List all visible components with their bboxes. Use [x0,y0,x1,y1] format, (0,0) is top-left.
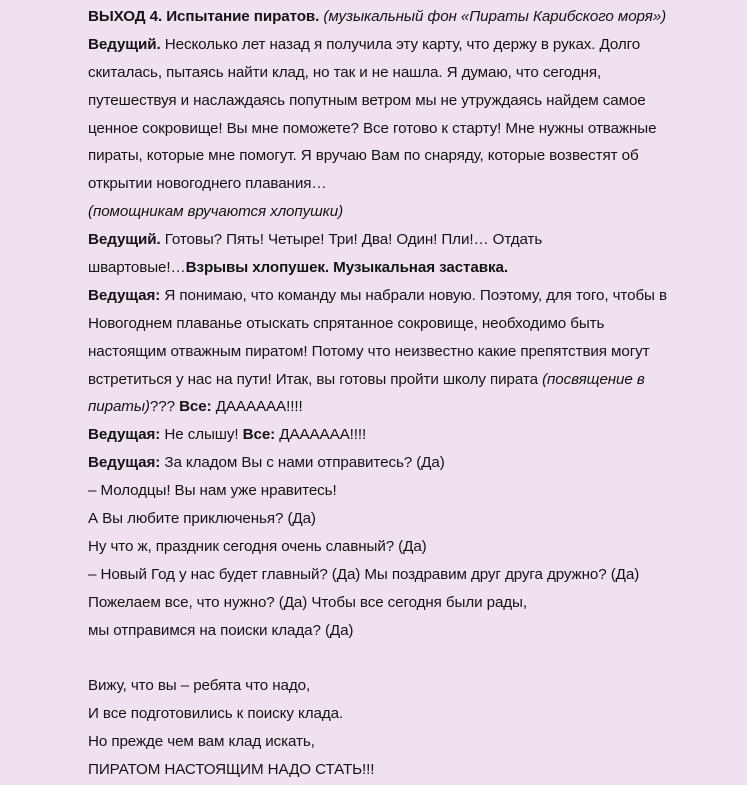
dialogue-line: – Новый Год у нас будет главный? (Да) Мы поздравим друг друга дружно? (Да) [88,565,640,583]
section-heading [88,3,743,31]
verse-line: И все подготовились к поиску клада. [88,705,344,723]
dialogue-line: А Вы любите приключенья? (Да) [88,510,316,528]
paragraph-hostess-not-hear [88,421,743,449]
text-line: пираты, которые мне помогут. Я вручаю Вам по снаряду, которые возвестят об [88,147,639,165]
stage-direction: Взрывы хлопушек. Музыкальная заставка. [185,259,508,277]
verse-line: Вижу, что вы – ребята что надо, [88,677,311,695]
line-text: швартовые!… [88,259,186,277]
speaker-label: Ведущий. [88,231,161,249]
dialogue-line: – Молодцы! Вы нам уже нравитесь! [88,482,337,500]
text-line: ценное сокровище! Вы мне поможете? Все готово к старту! Мне нужны отважные [88,119,657,137]
line-text: Не слышу! [164,426,239,444]
stage-direction: (посвящение в [542,370,645,388]
dialogue-block [88,477,743,644]
line-text: Несколько лет назад я получила эту карту, что держу в руках. Долго [164,35,641,53]
line-text: встретиться у нас на пути! Итак, вы готовы пройти школу пирата [88,370,543,388]
paragraph-hostess-question [88,449,743,477]
reply-text: ДАААААА!!!! [279,426,367,444]
text-line: настоящим отважным пиратом! Потому что неизвестно какие препятствия могут [88,342,650,360]
verse-line: Но прежде чем вам клад искать, [88,733,315,751]
stage-direction: пираты) [88,398,150,416]
line-text: Я понимаю, что команду мы набрали новую. Поэтому, для того, чтобы в [164,286,667,304]
verse-block [88,672,743,784]
dialogue-line: мы отправимся на поиски клада? (Да) [88,621,354,639]
text-line: скиталась, пытаясь найти клад, но так и не нашла. Я думаю, что сегодня, [88,63,602,81]
text-line [88,31,743,59]
reply-text: ДАААААА!!!! [215,398,303,416]
speaker-label: Ведущая: [88,286,161,304]
dialogue-line: Ну что ж, праздник сегодня очень славный? (Да) [88,537,427,555]
paragraph-host-countdown [88,226,743,282]
section-title: ВЫХОД 4. Испытание пиратов. [88,8,320,25]
line-text: Готовы? Пять! Четыре! Три! Два! Один! Пли!… Отдать [164,231,543,249]
text-line: Новогоднем плаванье отыскать спрятанное сокровище, необходимо быть [88,314,605,332]
text-line: открытии новогоднего плавания… [88,175,327,193]
paragraph-host-intro [88,31,743,198]
paragraph-hostess-school [88,282,743,421]
line-text: ??? [149,398,175,416]
speaker-label: Ведущая: [88,454,161,472]
line-text: За кладом Вы с нами отправитесь? (Да) [164,454,445,472]
music-note: (музыкальный фон «Пираты Карибского моря») [323,8,667,25]
dialogue-line: Пожелаем все, что нужно? (Да) Чтобы все сегодня были рады, [88,593,527,611]
text-line [88,393,743,421]
verse-line: ПИРАТОМ НАСТОЯЩИМ НАДО СТАТЬ!!! [88,761,375,779]
text-line [88,254,743,282]
speaker-label: Ведущий. [88,35,161,53]
script-page [88,3,743,784]
speaker-label: Все: [242,426,276,444]
blank-line [88,644,743,672]
speaker-label: Ведущая: [88,426,161,444]
text-line: путешествуя и наслаждаясь попутным ветром мы не утруждаясь найдем самое [88,91,646,109]
speaker-label: Все: [179,398,212,416]
text-line [88,226,743,254]
text-line [88,282,743,310]
text-line [88,366,743,394]
stage-direction: (помощникам вручаются хлопушки) [88,203,344,221]
